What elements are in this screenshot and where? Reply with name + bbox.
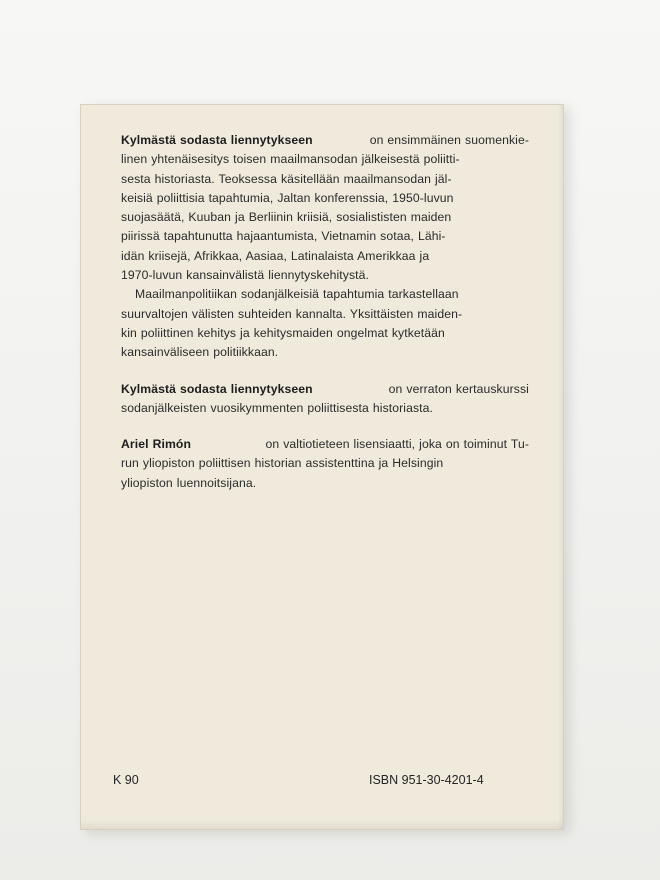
p2-line-1: Maailmanpolitiikan sodanjälkeisiä tapahtumia tarkastellaan [135, 287, 459, 302]
p2-line-2: suurvaltojen välisten suhteiden kannalta. Yksittäisten maiden- [121, 306, 463, 321]
p2-line-3: kin poliittinen kehitys ja kehitysmaiden ongelmat kytketään [121, 325, 445, 340]
paragraph-gap [121, 363, 529, 380]
p1-line-5: suojasäätä, Kuuban ja Berliinin kriisiä, sosialististen maiden [121, 210, 452, 225]
p1-line-3: sesta historiasta. Teoksessa käsitellään maailmansodan jäl- [121, 171, 452, 186]
paragraph-gap [121, 418, 529, 435]
p3-book-title: Kylmästä sodasta liennytykseen [121, 381, 313, 396]
p2-line-4: kansainväliseen politiikkaan. [121, 345, 279, 360]
p1-line-4: keisiä poliittisia tapahtumia, Jaltan konferenssia, 1950-luvun [121, 190, 454, 205]
p1-book-title: Kylmästä sodasta liennytykseen [121, 133, 313, 147]
isbn-label: ISBN 951-30-4201-4 [369, 773, 484, 787]
book-right-edge [557, 105, 563, 829]
p1-line-8: 1970-luvun kansainvälistä liennytyskehitystä. [121, 268, 370, 283]
book-back-cover [80, 104, 564, 830]
p1-line-7: idän kriisejä, Afrikkaa, Aasiaa, Latinalaista Amerikkaa ja [121, 248, 430, 263]
p1-line-1-rest: on ensimmäinen suomenkie- [369, 133, 529, 147]
class-code: K 90 [113, 773, 139, 787]
p4-line-1 [121, 435, 529, 454]
p1-line-1 [121, 131, 529, 150]
back-cover-text [121, 131, 529, 493]
p4-line-1-rest: on valtiotieteen lisensiaatti, joka on toiminut Tu- [265, 437, 529, 452]
p3-line-1 [121, 380, 529, 399]
p3-line-1-rest: on verraton kertauskurssi [388, 381, 529, 396]
p1-line-6: piirissä tapahtunutta hajaantumista, Vietnamin sotaa, Lähi- [121, 229, 446, 244]
p4-line-2: run yliopiston poliittisen historian assistenttina ja Helsingin [121, 456, 444, 471]
book-bottom-edge [81, 819, 563, 829]
p4-line-3: yliopiston luennoitsijana. [121, 475, 257, 490]
author-name: Ariel Rimón [121, 437, 191, 452]
p3-line-2: sodanjälkeisten vuosikymmenten poliittisesta historiasta. [121, 400, 434, 415]
p1-line-2: linen yhtenäisesitys toisen maailmansodan jälkeisestä poliitti- [121, 152, 460, 167]
